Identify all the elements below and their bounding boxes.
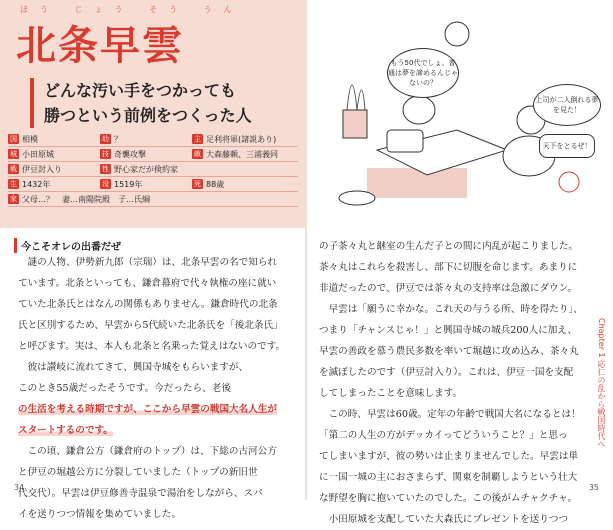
text-line: と伊豆の堀越公方に分裂していました（トップの新旧世	[18, 467, 258, 478]
profile-value: 大森藤頼、三浦義同	[206, 149, 278, 159]
monk-head	[403, 96, 435, 124]
left-page	[0, 0, 306, 520]
text-line: つまり「チャンスじゃ！」と興国寺城の城兵200人に加え、	[319, 325, 578, 336]
profile-badge: 生	[10, 180, 17, 188]
title-furigana: ほう じょう そう うん	[20, 5, 244, 14]
text-line: 「第二の人生の方がデッカイってどういうこと？」と思っ	[319, 430, 568, 441]
profile-value: 1519年	[114, 179, 143, 189]
profile-badge: 主	[194, 135, 201, 143]
right-page	[307, 0, 613, 525]
flower-pot	[343, 110, 367, 138]
profile-badge: 技	[102, 150, 109, 158]
profile-badge: 戦	[10, 165, 17, 173]
text-line: 早雲は「願うに幸かな。これ天の与うる所、時を得たり」、	[319, 304, 583, 315]
profile-badge: 家	[10, 195, 17, 203]
text-line: ています。北条といっても、鎌倉幕府で代々執権の座に就い	[18, 278, 277, 289]
profile-cell	[100, 164, 298, 175]
profile-cell	[100, 134, 192, 145]
profile-badge: 敵	[194, 150, 201, 158]
profile-badge: 死	[194, 180, 201, 188]
page-subtitle	[30, 78, 252, 128]
profile-value: ？	[114, 134, 122, 144]
speech-bubble-3: 天下をとるぜ！	[539, 134, 595, 158]
profile-value: 父母…？ 妻…南陽院殿 子…氏綱	[22, 194, 150, 204]
text-line: な野望を胸に抱いていたのでした。この後がムチャクチャ。	[319, 493, 578, 504]
profile-row	[8, 132, 298, 147]
text-line-highlight	[18, 399, 285, 420]
left-body-text	[18, 252, 285, 525]
text-line: 謎の人物、伊勢新九郎（宗瑞）は、北条早雲の名で知られ	[18, 257, 278, 268]
profile-value: 奇襲攻撃	[114, 149, 146, 159]
profile-table	[8, 132, 298, 207]
profile-value: 野心家だが倹約家	[114, 164, 178, 174]
profile-row	[8, 147, 298, 162]
profile-badge: 幼	[102, 135, 109, 143]
profile-cell	[8, 134, 100, 145]
highlight-text: の生活を考える時期ですが、ここから早雲の戦国大名人生が	[18, 404, 278, 415]
highlight-text: スタートするのです。	[18, 425, 113, 436]
text-line: と呼びます。実は、本人も北条と名乗った覚えはないのです。	[18, 341, 286, 352]
profile-value: 相模	[22, 134, 38, 144]
text-line: この頃、鎌倉公方（鎌倉府のトップ）は、下総の古河公方	[18, 446, 277, 457]
text-line: イを送りつつ情報を集めていました。	[18, 509, 182, 520]
cat-icon	[339, 191, 375, 205]
profile-row	[8, 192, 298, 207]
profile-badge: 国	[10, 135, 17, 143]
subtitle-line-1: どんな汚い手をつかっても	[44, 81, 237, 100]
profile-cell	[192, 179, 298, 190]
text-line: てしまいますが、彼の勢いは止まりませんでした。早雲は単	[319, 451, 579, 462]
text-line: の子茶々丸と継室の生んだ子との間に内乱が起こりました。	[319, 241, 579, 252]
profile-value: 小田原城	[22, 149, 54, 159]
plant-icon	[347, 85, 365, 110]
profile-row	[8, 162, 298, 177]
text-line: 彼は讃岐に流れてきて、興国寺城をもらいますが、	[18, 362, 249, 373]
bed-mat	[367, 168, 467, 198]
profile-badge: 没	[102, 180, 109, 188]
text-line: 茶々丸はこれらを殺害し、部下に切腹を命じます。あまりに	[319, 262, 578, 273]
speech-bubble-1: もう50代でしょ。普通は夢を諦めるんじゃないの？	[387, 48, 459, 98]
page-title: 北条早雲	[16, 23, 184, 69]
section-heading: 今こそオレの出番だぜ	[14, 238, 121, 253]
page-number-left: 34	[14, 483, 25, 492]
text-line: 氏と区別するため、早雲から5代続いた北条氏を「後北条氏」	[18, 320, 283, 331]
text-line: に一国一城の主におさまらず、関東を制覇しようという壮大	[319, 472, 578, 483]
alarm-clock-icon	[559, 172, 579, 192]
profile-cell	[192, 149, 298, 160]
text-line: 非道だったので、伊豆では茶々丸の支持率は急激にダウン。	[319, 283, 578, 294]
profile-cell	[100, 179, 192, 190]
profile-cell	[100, 149, 192, 160]
right-body-text	[319, 236, 583, 530]
profile-value: 伊豆討入り	[22, 164, 62, 174]
profile-badge: 城	[10, 150, 17, 158]
text-line: このとき55歳だったそうです。今だったら、老後	[18, 383, 231, 394]
text-line: を滅ぼしたのです（伊豆討入り）。これは、伊豆一国を支配	[319, 367, 574, 378]
text-line: 早雲の善政を慕う農民多数を率いて堀越に攻め込み、茶々丸	[319, 346, 579, 357]
pillow	[387, 130, 423, 152]
profile-value: 足利将軍(諸説あり)	[206, 134, 277, 144]
profile-badge: 性	[102, 165, 109, 173]
speech-bubble-2: 上司が二人倒れる夢を見た！	[533, 84, 601, 126]
text-line: この時、早雲は60歳。定年の年齢で戦国大名になるとは！	[319, 409, 581, 420]
profile-cell	[8, 149, 100, 160]
text-line: 代交代）。早雲は伊豆修善寺温泉で湯治をしながら、スパ	[18, 488, 263, 499]
profile-row	[8, 177, 298, 192]
dream-bubble-icon	[445, 22, 469, 46]
profile-cell	[8, 194, 298, 205]
text-line: してしまったことを意味します。	[319, 388, 463, 399]
subtitle-line-2: 勝つという前例をつくった人	[44, 106, 252, 125]
text-line: 小田原城を支配していた大森氏にプレゼントを送りつつ	[319, 514, 569, 525]
page-number-right: 35	[588, 483, 599, 492]
text-line-highlight	[18, 420, 285, 441]
text-line: ていた北条氏とはなんの関係もありません。鎌倉時代の北条	[18, 299, 278, 310]
profile-value: 1432年	[22, 179, 51, 189]
profile-cell	[8, 179, 100, 190]
profile-value: 88歳	[206, 179, 225, 189]
chapter-label: Chapter 1 応仁の乱から戦国時代へ	[597, 318, 606, 449]
profile-cell	[192, 134, 298, 145]
profile-cell	[8, 164, 100, 175]
